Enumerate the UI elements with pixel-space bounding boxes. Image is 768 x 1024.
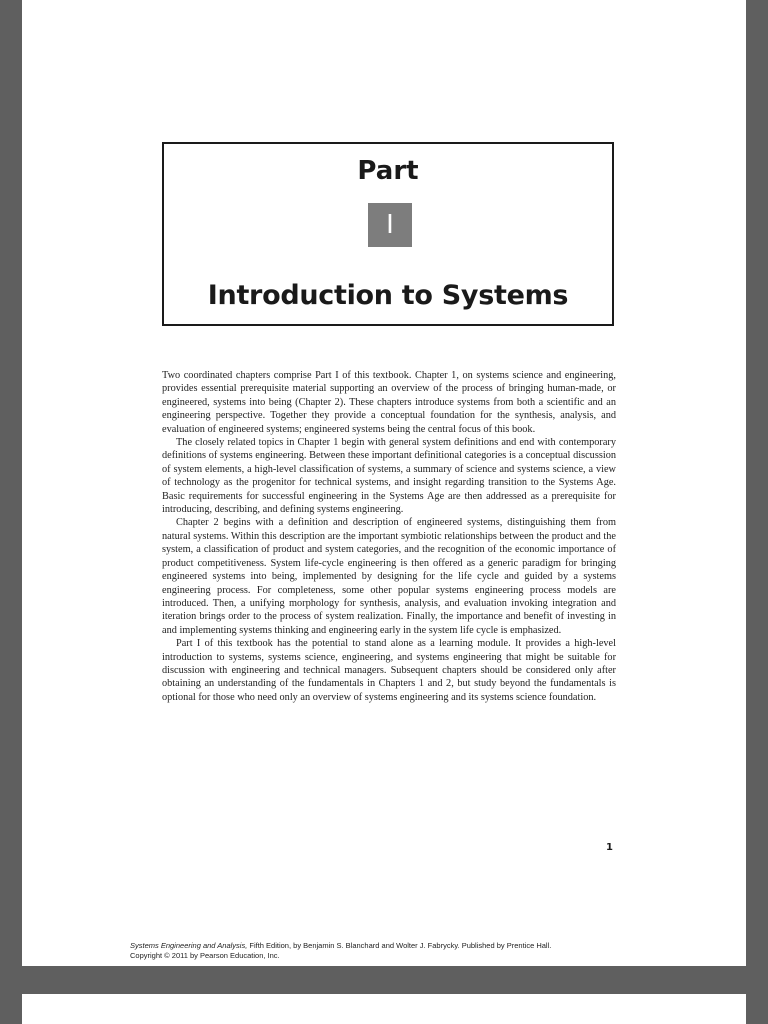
footer-citation: Fifth Edition, by Benjamin S. Blanchard and Wolter J. Fabrycky. Published by Prentice Hall. — [247, 941, 552, 950]
page-number: 1 — [606, 842, 613, 853]
paragraph-4: Part I of this textbook has the potential to stand alone as a learning module. It provides a high-level introduction to systems, systems science, engineering, and systems engineering that might be suitable for discussion with engineering and technical managers. Subsequent chapters should be considered only after obtaining an understanding of the fundamentals in Chapters 1 and 2, but study beyond the fundamentals is optional for those who need only an overview of systems engineering and its systems science foundation. — [162, 638, 616, 703]
paragraph-2: The closely related topics in Chapter 1 begin with general system definitions and end with contemporary definitions of systems engineering. Between these important definitional categories is a conceptual discussion of system elements, a high-level classification of systems, a summary of science and systems science, a view of technology as the progenitor for technical systems, and insight regarding transition to the Systems Age. Basic requirements for successful engineering in the Systems Age are then addressed as a prerequisite for introducing, describing, and defining systems engineering. — [162, 437, 616, 516]
part-numeral-badge: I — [368, 203, 412, 247]
footer-citation-line — [130, 941, 690, 951]
document-page — [22, 0, 746, 966]
page-footer — [130, 941, 690, 961]
part-title: Introduction to Systems — [207, 280, 569, 311]
paragraph-1: Two coordinated chapters comprise Part I of this textbook. Chapter 1, on systems science and engineering, provides essential prerequisite material supporting an overview of the process of bringing human-made, or engineered, systems into being (Chapter 2). These chapters introduce systems from both a scientific and an engineering perspective. Together they provide a conceptual foundation for the synthesis, analysis, and evaluation of engineered systems; engineered systems being the central focus of this book. — [162, 370, 616, 435]
viewer-left-margin — [0, 0, 22, 1024]
body-text — [162, 369, 616, 704]
part-title-box — [162, 142, 614, 326]
footer-copyright: Copyright © 2011 by Pearson Education, Inc. — [130, 951, 280, 960]
viewer-scrollbar-track[interactable] — [746, 0, 768, 1024]
page-separator — [0, 966, 768, 994]
next-page-top — [22, 994, 746, 1024]
paragraph-3: Chapter 2 begins with a definition and description of engineered systems, distinguishing them from natural systems. Within this description are the important symbiotic relationships between the product and the system, a classification of product and system categories, and the recognition of the economic importance of product competitiveness. System life-cycle engineering is then offered as a generic paradigm for bringing engineered systems into being, implemented by designing for the life cycle and guided by a systems engineering process. For completeness, some other popular systems engineering process models are introduced. Then, a unifying morphology for synthesis, analysis, and evaluation invoking integration and iteration brings order to the process of system realization. Finally, the importance and benefit of investing in and implementing systems thinking and engineering early in the system life cycle is emphasized. — [162, 517, 616, 636]
footer-book-title: Systems Engineering and Analysis, — [130, 941, 248, 950]
part-label: Part — [357, 156, 419, 186]
